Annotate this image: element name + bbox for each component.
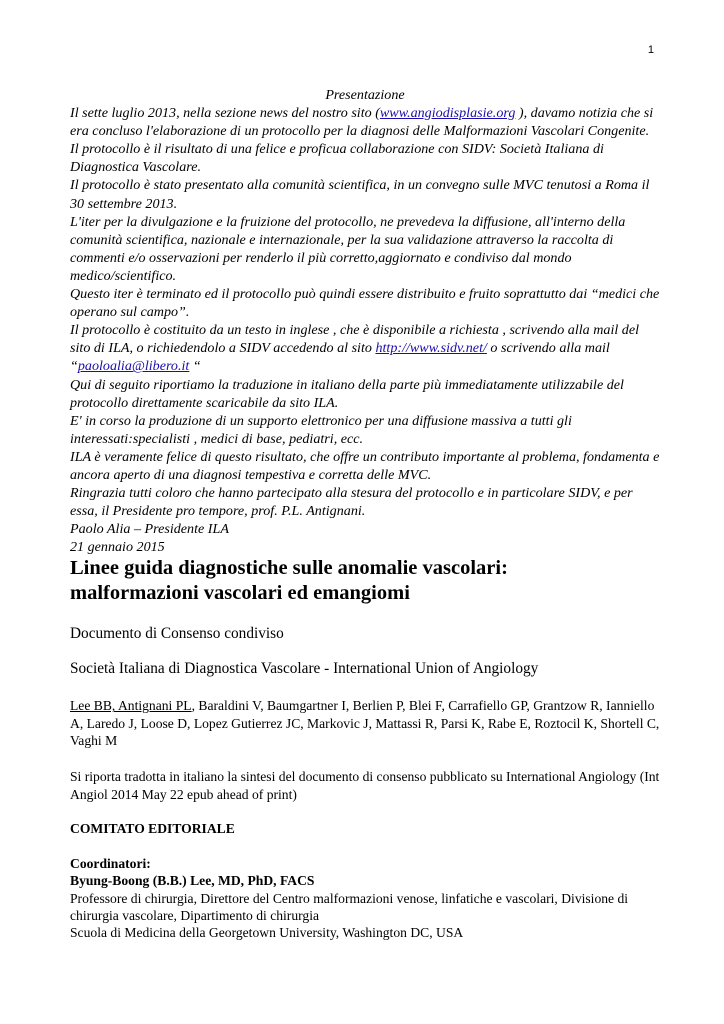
- intro-text: ), davamo notizia che si era concluso l'elaborazione di un protocollo per la diagnosi delle Malformazioni Vascolari Congenite.: [70, 105, 654, 140]
- document-subtitle-societies: Società Italiana di Diagnostica Vascolare - International Union of Angiology: [70, 660, 539, 678]
- intro-paragraph-6: [70, 321, 660, 375]
- intro-paragraph-2: Il protocollo è il risultato di una felice e proficua collaborazione con SIDV: Società Italiana di Diagnostica Vascolare.: [70, 141, 604, 176]
- intro-paragraph-7: Qui di seguito riportiamo la traduzione in italiano della parte più immediatamente utilizzabile del protocollo direttamente scaricabile da sito ILA.: [70, 376, 624, 411]
- intro-paragraph-3: Il protocollo è stato presentato alla comunità scientifica, in un convegno sulle MVC tenutosi a Roma il 30 settembre 2013.: [70, 177, 650, 212]
- title-line-2: malformazioni vascolari ed emangiomi: [70, 581, 410, 604]
- page-number: 1: [647, 44, 654, 56]
- intro-text: Il sette luglio 2013, nella sezione news del nostro sito (: [70, 105, 380, 122]
- intro-paragraph-4: L'iter per la divulgazione e la fruizione del protocollo, ne prevedeva la diffusione, all'interno della comunità scientifica, nazionale e internazionale, per la sua validazione attraverso la raccolta di commenti e/o osservazioni per renderlo il più corretto,aggiornato e condiviso dal mondo medico/scientifico.: [70, 213, 626, 284]
- presentation-section: [70, 86, 660, 556]
- committee-heading: COMITATO EDITORIALE: [70, 820, 235, 836]
- translation-note: Si riporta tradotta in italiano la sintesi del documento di consenso pubblicato su International Angiology (Int Angiol 2014 May 22 epub ahead of print): [70, 769, 660, 802]
- coordinator-school: Scuola di Medicina della Georgetown University, Washington DC, USA: [70, 925, 464, 941]
- title-line-1: Linee guida diagnostiche sulle anomalie vascolari:: [70, 557, 508, 580]
- intro-paragraph-10: Ringrazia tutti coloro che hanno partecipato alla stesura del protocollo e in particolare SIDV, e per essa, il Presidente pro tempore, prof. P.L. Antignani.: [70, 485, 633, 520]
- intro-text: “: [189, 358, 201, 375]
- coordinator-name: Byung-Boong (B.B.) Lee, MD, PhD, FACS: [70, 873, 315, 889]
- sidv-link[interactable]: http://www.sidv.net/: [375, 340, 487, 357]
- angiodisplasie-link[interactable]: www.angiodisplasie.org: [379, 105, 516, 122]
- intro-paragraph-5: Questo iter è terminato ed il protocollo può quindi essere distribuito e fruito soprattutto dai “medici che operano sul campo”.: [70, 286, 660, 321]
- email-link[interactable]: paoloalia@libero.it: [77, 358, 190, 375]
- signature-date: 21 gennaio 2015: [70, 539, 165, 556]
- authors-list: [70, 697, 660, 749]
- coordinators-block: [70, 855, 660, 941]
- signature: Paolo Alia – Presidente ILA: [70, 521, 229, 538]
- coordinators-label: Coordinatori:: [70, 855, 151, 871]
- intro-text: o scrivendo alla mail “: [70, 340, 610, 375]
- intro-paragraph-1: [70, 104, 660, 140]
- presentation-heading: Presentazione: [325, 87, 405, 103]
- intro-paragraph-9: ILA è veramente felice di questo risultato, che offre un contributo importante al problema, fondamenta e ancora aperto di una diagnosi tempestiva e corretta delle MVC.: [70, 448, 660, 483]
- document-subtitle-consensus: Documento di Consenso condiviso: [70, 625, 284, 643]
- lead-authors: Lee BB, Antignani PL: [70, 698, 192, 714]
- coordinator-role: Professore di chirurgia, Direttore del Centro malformazioni venose, linfatiche e vascolari, Divisione di chirurgia vascolare, Dipartimento di chirurgia: [70, 890, 629, 923]
- intro-text: Il protocollo è costituito da un testo in inglese , che è disponibile a richiesta , scrivendo alla mail del sito di ILA, o richiedendolo a SIDV accedendo al sito: [70, 322, 640, 357]
- page-content: [70, 86, 660, 941]
- document-title: [70, 556, 660, 605]
- intro-paragraph-8: E' in corso la produzione di un supporto elettronico per una diffusione massiva a tutti gli interessati:specialisti , medici di base, pediatri, ecc.: [70, 412, 572, 447]
- other-authors: , Baraldini V, Baumgartner I, Berlien P, Blei F, Carrafiello GP, Grantzow R, Ianniello A, Laredo J, Loose D, Lopez Gutierrez JC, Markovic J, Mattassi R, Parsi K, Rabe E, Roztocil K, Shortell C, Vaghi M: [70, 698, 660, 749]
